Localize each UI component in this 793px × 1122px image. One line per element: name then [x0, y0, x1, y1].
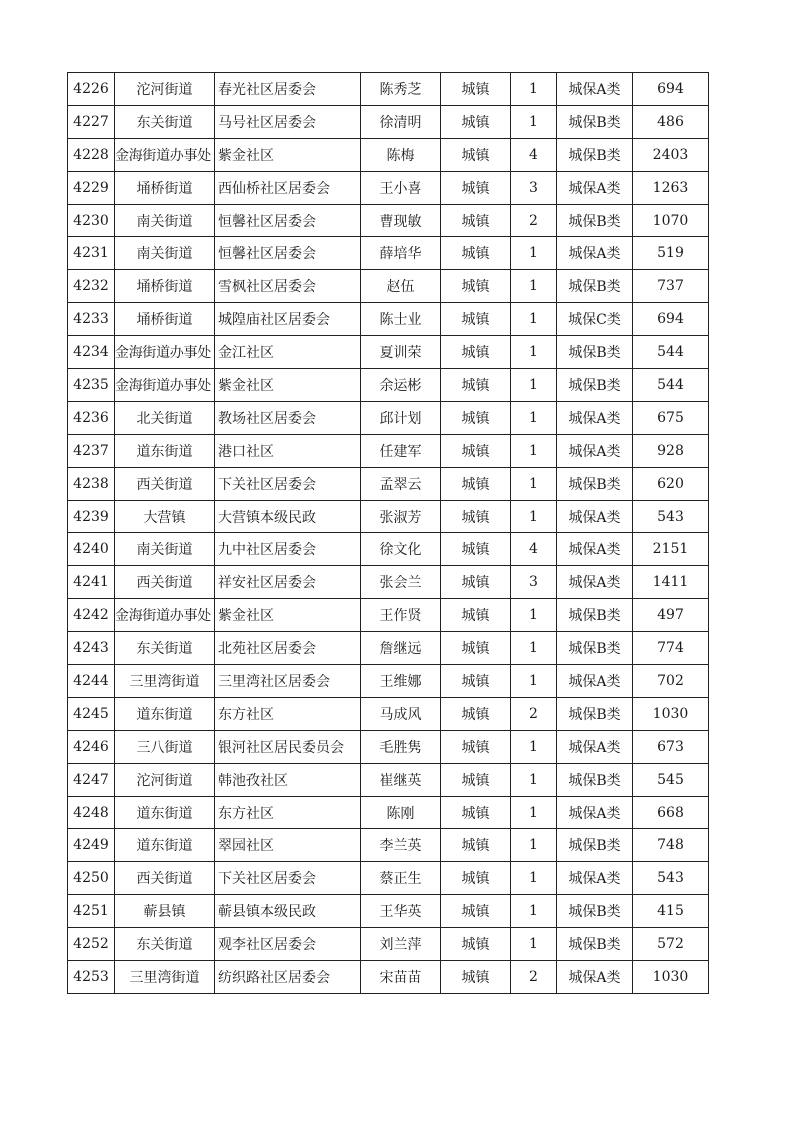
area-cell: 城镇: [441, 105, 511, 138]
household-count-cell: 1: [511, 665, 557, 698]
household-count-cell: 4: [511, 138, 557, 171]
record-id-cell: 4252: [68, 928, 115, 961]
community-cell: 银河社区居民委员会: [215, 730, 361, 763]
household-count-cell: 1: [511, 829, 557, 862]
street-cell: 沱河街道: [115, 73, 215, 106]
area-cell: 城镇: [441, 895, 511, 928]
record-id-cell: 4246: [68, 730, 115, 763]
area-cell: 城镇: [441, 829, 511, 862]
name-cell: 余运彬: [361, 369, 441, 402]
street-cell: 沱河街道: [115, 763, 215, 796]
community-cell: 韩池孜社区: [215, 763, 361, 796]
table-row: [68, 763, 709, 796]
table-row: [68, 434, 709, 467]
household-count-cell: 1: [511, 632, 557, 665]
insurance-type-cell: 城保B类: [557, 599, 633, 632]
record-id-cell: 4226: [68, 73, 115, 106]
street-cell: 北关街道: [115, 401, 215, 434]
household-count-cell: 3: [511, 171, 557, 204]
community-cell: 下关社区居委会: [215, 467, 361, 500]
insurance-type-cell: 城保B类: [557, 369, 633, 402]
record-id-cell: 4232: [68, 270, 115, 303]
name-cell: 王小喜: [361, 171, 441, 204]
name-cell: 薛培华: [361, 237, 441, 270]
street-cell: 西关街道: [115, 467, 215, 500]
area-cell: 城镇: [441, 270, 511, 303]
community-cell: 紫金社区: [215, 599, 361, 632]
name-cell: 张淑芳: [361, 500, 441, 533]
record-id-cell: 4242: [68, 599, 115, 632]
table-row: [68, 270, 709, 303]
insurance-type-cell: 城保A类: [557, 434, 633, 467]
record-id-cell: 4245: [68, 697, 115, 730]
amount-cell: 702: [633, 665, 709, 698]
table-row: [68, 303, 709, 336]
record-id-cell: 4253: [68, 961, 115, 994]
street-cell: 三里湾街道: [115, 665, 215, 698]
community-cell: 城隍庙社区居委会: [215, 303, 361, 336]
street-cell: 西关街道: [115, 862, 215, 895]
insurance-type-cell: 城保A类: [557, 237, 633, 270]
amount-cell: 694: [633, 73, 709, 106]
record-id-cell: 4239: [68, 500, 115, 533]
name-cell: 刘兰萍: [361, 928, 441, 961]
household-count-cell: 1: [511, 730, 557, 763]
name-cell: 毛胜隽: [361, 730, 441, 763]
record-id-cell: 4248: [68, 796, 115, 829]
community-cell: 蕲县镇本级民政: [215, 895, 361, 928]
household-count-cell: 1: [511, 303, 557, 336]
insurance-type-cell: 城保B类: [557, 763, 633, 796]
household-count-cell: 1: [511, 270, 557, 303]
area-cell: 城镇: [441, 599, 511, 632]
area-cell: 城镇: [441, 763, 511, 796]
street-cell: 大营镇: [115, 500, 215, 533]
insurance-type-cell: 城保B类: [557, 105, 633, 138]
community-cell: 翠园社区: [215, 829, 361, 862]
record-id-cell: 4235: [68, 369, 115, 402]
area-cell: 城镇: [441, 500, 511, 533]
records-table-body: [68, 73, 709, 994]
area-cell: 城镇: [441, 862, 511, 895]
area-cell: 城镇: [441, 303, 511, 336]
street-cell: 东关街道: [115, 928, 215, 961]
record-id-cell: 4233: [68, 303, 115, 336]
table-row: [68, 961, 709, 994]
insurance-type-cell: 城保A类: [557, 533, 633, 566]
name-cell: 陈梅: [361, 138, 441, 171]
household-count-cell: 1: [511, 928, 557, 961]
table-row: [68, 928, 709, 961]
household-count-cell: 4: [511, 533, 557, 566]
street-cell: 东关街道: [115, 632, 215, 665]
household-count-cell: 1: [511, 401, 557, 434]
table-row: [68, 632, 709, 665]
community-cell: 雪枫社区居委会: [215, 270, 361, 303]
table-row: [68, 401, 709, 434]
area-cell: 城镇: [441, 237, 511, 270]
community-cell: 紫金社区: [215, 369, 361, 402]
record-id-cell: 4238: [68, 467, 115, 500]
record-id-cell: 4240: [68, 533, 115, 566]
area-cell: 城镇: [441, 961, 511, 994]
name-cell: 夏训荣: [361, 336, 441, 369]
insurance-type-cell: 城保A类: [557, 665, 633, 698]
community-cell: 纺织路社区居委会: [215, 961, 361, 994]
area-cell: 城镇: [441, 369, 511, 402]
name-cell: 陈刚: [361, 796, 441, 829]
household-count-cell: 1: [511, 105, 557, 138]
community-cell: 北苑社区居委会: [215, 632, 361, 665]
community-cell: 下关社区居委会: [215, 862, 361, 895]
name-cell: 蔡正生: [361, 862, 441, 895]
name-cell: 崔继英: [361, 763, 441, 796]
community-cell: 祥安社区居委会: [215, 566, 361, 599]
record-id-cell: 4230: [68, 204, 115, 237]
record-id-cell: 4241: [68, 566, 115, 599]
table-row: [68, 697, 709, 730]
area-cell: 城镇: [441, 434, 511, 467]
insurance-type-cell: 城保A类: [557, 730, 633, 763]
household-count-cell: 2: [511, 204, 557, 237]
household-count-cell: 1: [511, 467, 557, 500]
table-row: [68, 336, 709, 369]
area-cell: 城镇: [441, 796, 511, 829]
area-cell: 城镇: [441, 336, 511, 369]
street-cell: 三八街道: [115, 730, 215, 763]
area-cell: 城镇: [441, 697, 511, 730]
amount-cell: 543: [633, 500, 709, 533]
record-id-cell: 4251: [68, 895, 115, 928]
insurance-type-cell: 城保A类: [557, 566, 633, 599]
name-cell: 王维娜: [361, 665, 441, 698]
insurance-type-cell: 城保A类: [557, 796, 633, 829]
table-row: [68, 237, 709, 270]
insurance-type-cell: 城保B类: [557, 204, 633, 237]
community-cell: 三里湾社区居委会: [215, 665, 361, 698]
amount-cell: 415: [633, 895, 709, 928]
area-cell: 城镇: [441, 138, 511, 171]
amount-cell: 1030: [633, 961, 709, 994]
table-row: [68, 73, 709, 106]
amount-cell: 1411: [633, 566, 709, 599]
household-count-cell: 1: [511, 73, 557, 106]
insurance-type-cell: 城保A类: [557, 862, 633, 895]
name-cell: 李兰英: [361, 829, 441, 862]
household-count-cell: 1: [511, 895, 557, 928]
records-table: [67, 72, 709, 994]
table-row: [68, 171, 709, 204]
street-cell: 金海街道办事处: [115, 599, 215, 632]
amount-cell: 774: [633, 632, 709, 665]
area-cell: 城镇: [441, 401, 511, 434]
community-cell: 九中社区居委会: [215, 533, 361, 566]
record-id-cell: 4243: [68, 632, 115, 665]
community-cell: 恒馨社区居委会: [215, 237, 361, 270]
street-cell: 蕲县镇: [115, 895, 215, 928]
name-cell: 徐文化: [361, 533, 441, 566]
street-cell: 金海街道办事处: [115, 369, 215, 402]
amount-cell: 545: [633, 763, 709, 796]
community-cell: 教场社区居委会: [215, 401, 361, 434]
amount-cell: 748: [633, 829, 709, 862]
community-cell: 马号社区居委会: [215, 105, 361, 138]
table-row: [68, 796, 709, 829]
name-cell: 曹现敏: [361, 204, 441, 237]
street-cell: 南关街道: [115, 533, 215, 566]
insurance-type-cell: 城保A类: [557, 171, 633, 204]
insurance-type-cell: 城保A类: [557, 401, 633, 434]
household-count-cell: 1: [511, 237, 557, 270]
insurance-type-cell: 城保A类: [557, 73, 633, 106]
record-id-cell: 4229: [68, 171, 115, 204]
record-id-cell: 4236: [68, 401, 115, 434]
table-row: [68, 138, 709, 171]
amount-cell: 1030: [633, 697, 709, 730]
amount-cell: 1263: [633, 171, 709, 204]
insurance-type-cell: 城保B类: [557, 138, 633, 171]
table-row: [68, 500, 709, 533]
area-cell: 城镇: [441, 566, 511, 599]
amount-cell: 675: [633, 401, 709, 434]
household-count-cell: 2: [511, 697, 557, 730]
amount-cell: 486: [633, 105, 709, 138]
table-row: [68, 862, 709, 895]
community-cell: 东方社区: [215, 697, 361, 730]
name-cell: 马成风: [361, 697, 441, 730]
record-id-cell: 4228: [68, 138, 115, 171]
amount-cell: 737: [633, 270, 709, 303]
street-cell: 东关街道: [115, 105, 215, 138]
amount-cell: 2403: [633, 138, 709, 171]
table-row: [68, 665, 709, 698]
community-cell: 港口社区: [215, 434, 361, 467]
community-cell: 金江社区: [215, 336, 361, 369]
insurance-type-cell: 城保B类: [557, 895, 633, 928]
table-row: [68, 566, 709, 599]
street-cell: 西关街道: [115, 566, 215, 599]
community-cell: 紫金社区: [215, 138, 361, 171]
street-cell: 道东街道: [115, 796, 215, 829]
household-count-cell: 1: [511, 862, 557, 895]
name-cell: 孟翠云: [361, 467, 441, 500]
street-cell: 三里湾街道: [115, 961, 215, 994]
name-cell: 陈秀芝: [361, 73, 441, 106]
name-cell: 王华英: [361, 895, 441, 928]
household-count-cell: 3: [511, 566, 557, 599]
area-cell: 城镇: [441, 73, 511, 106]
name-cell: 徐清明: [361, 105, 441, 138]
street-cell: 南关街道: [115, 204, 215, 237]
record-id-cell: 4250: [68, 862, 115, 895]
amount-cell: 543: [633, 862, 709, 895]
insurance-type-cell: 城保B类: [557, 829, 633, 862]
record-id-cell: 4247: [68, 763, 115, 796]
area-cell: 城镇: [441, 467, 511, 500]
amount-cell: 544: [633, 369, 709, 402]
street-cell: 埇桥街道: [115, 270, 215, 303]
street-cell: 埇桥街道: [115, 171, 215, 204]
street-cell: 道东街道: [115, 697, 215, 730]
name-cell: 任建军: [361, 434, 441, 467]
area-cell: 城镇: [441, 665, 511, 698]
area-cell: 城镇: [441, 632, 511, 665]
amount-cell: 694: [633, 303, 709, 336]
table-row: [68, 204, 709, 237]
amount-cell: 572: [633, 928, 709, 961]
table-row: [68, 829, 709, 862]
amount-cell: 497: [633, 599, 709, 632]
area-cell: 城镇: [441, 730, 511, 763]
household-count-cell: 1: [511, 434, 557, 467]
amount-cell: 1070: [633, 204, 709, 237]
area-cell: 城镇: [441, 204, 511, 237]
street-cell: 埇桥街道: [115, 303, 215, 336]
insurance-type-cell: 城保B类: [557, 632, 633, 665]
name-cell: 詹继远: [361, 632, 441, 665]
community-cell: 春光社区居委会: [215, 73, 361, 106]
street-cell: 道东街道: [115, 434, 215, 467]
insurance-type-cell: 城保A类: [557, 500, 633, 533]
community-cell: 东方社区: [215, 796, 361, 829]
amount-cell: 519: [633, 237, 709, 270]
name-cell: 赵伍: [361, 270, 441, 303]
name-cell: 张会兰: [361, 566, 441, 599]
record-id-cell: 4231: [68, 237, 115, 270]
table-row: [68, 467, 709, 500]
insurance-type-cell: 城保C类: [557, 303, 633, 336]
community-cell: 大营镇本级民政: [215, 500, 361, 533]
community-cell: 恒馨社区居委会: [215, 204, 361, 237]
street-cell: 金海街道办事处: [115, 336, 215, 369]
record-id-cell: 4249: [68, 829, 115, 862]
area-cell: 城镇: [441, 928, 511, 961]
name-cell: 邱计划: [361, 401, 441, 434]
insurance-type-cell: 城保B类: [557, 928, 633, 961]
amount-cell: 668: [633, 796, 709, 829]
insurance-type-cell: 城保B类: [557, 697, 633, 730]
record-id-cell: 4227: [68, 105, 115, 138]
name-cell: 王作贤: [361, 599, 441, 632]
street-cell: 道东街道: [115, 829, 215, 862]
household-count-cell: 1: [511, 796, 557, 829]
name-cell: 宋苗苗: [361, 961, 441, 994]
household-count-cell: 1: [511, 599, 557, 632]
table-row: [68, 599, 709, 632]
street-cell: 金海街道办事处: [115, 138, 215, 171]
table-row: [68, 369, 709, 402]
record-id-cell: 4244: [68, 665, 115, 698]
amount-cell: 928: [633, 434, 709, 467]
household-count-cell: 2: [511, 961, 557, 994]
household-count-cell: 1: [511, 500, 557, 533]
insurance-type-cell: 城保A类: [557, 961, 633, 994]
table-row: [68, 533, 709, 566]
insurance-type-cell: 城保B类: [557, 336, 633, 369]
area-cell: 城镇: [441, 171, 511, 204]
area-cell: 城镇: [441, 533, 511, 566]
amount-cell: 620: [633, 467, 709, 500]
street-cell: 南关街道: [115, 237, 215, 270]
amount-cell: 673: [633, 730, 709, 763]
table-row: [68, 730, 709, 763]
record-id-cell: 4234: [68, 336, 115, 369]
insurance-type-cell: 城保B类: [557, 467, 633, 500]
amount-cell: 2151: [633, 533, 709, 566]
name-cell: 陈士业: [361, 303, 441, 336]
table-row: [68, 895, 709, 928]
table-row: [68, 105, 709, 138]
community-cell: 西仙桥社区居委会: [215, 171, 361, 204]
amount-cell: 544: [633, 336, 709, 369]
household-count-cell: 1: [511, 336, 557, 369]
community-cell: 观李社区居委会: [215, 928, 361, 961]
household-count-cell: 1: [511, 763, 557, 796]
household-count-cell: 1: [511, 369, 557, 402]
insurance-type-cell: 城保B类: [557, 270, 633, 303]
record-id-cell: 4237: [68, 434, 115, 467]
